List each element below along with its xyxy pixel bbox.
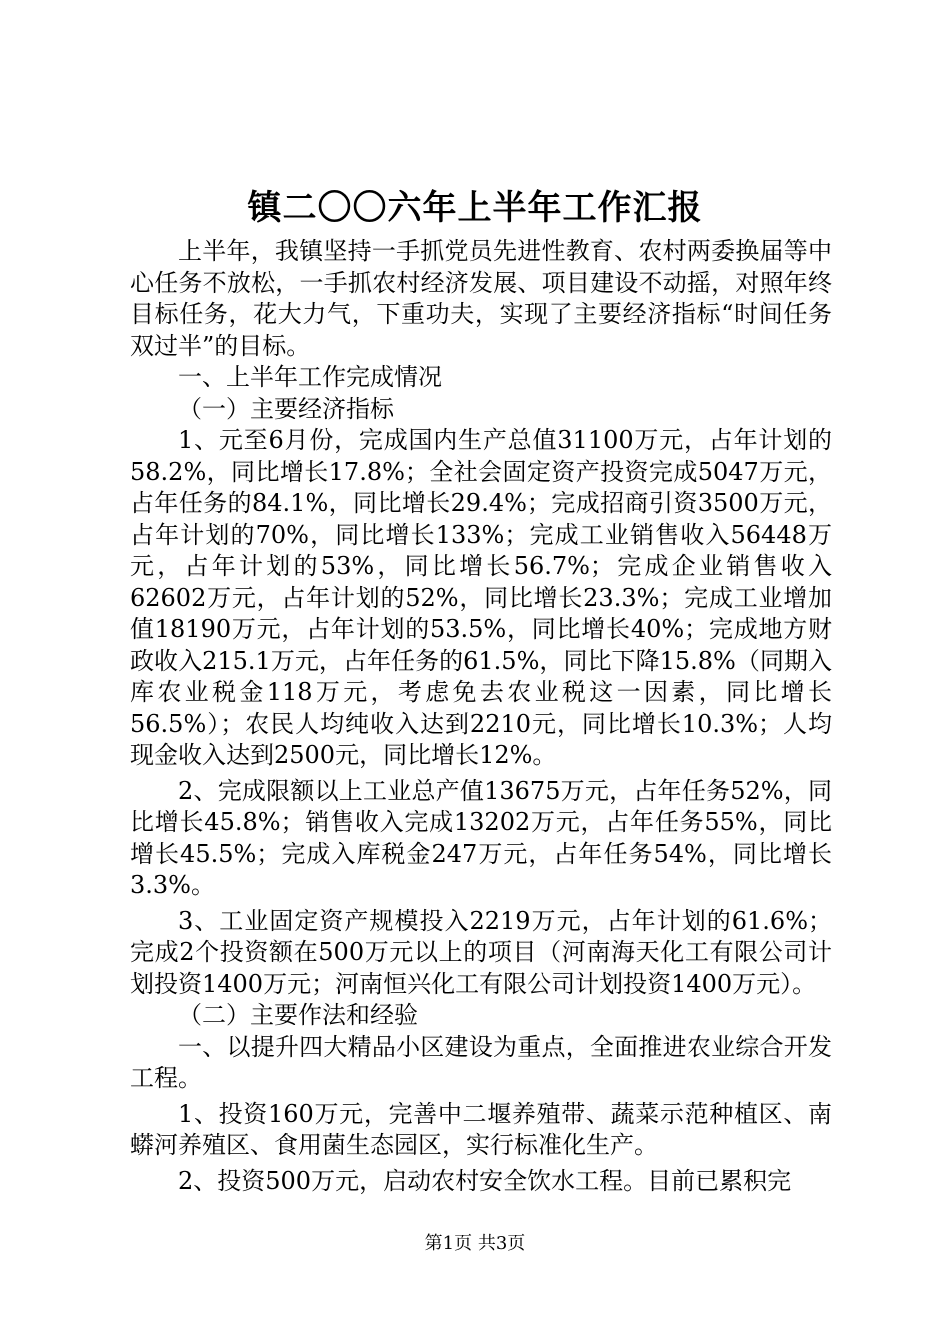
paragraph-practice-1: 一、以提升四大精品小区建设为重点，全面推进农业综合开发工程。: [130, 1032, 832, 1092]
paragraph-practice-1-item-2: 2、投资500万元，启动农村安全饮水工程。目前已累积完: [178, 1166, 792, 1195]
paragraph-indicator-1: 1、元至6月份，完成国内生产总值31100万元，占年计划的58.2%，同比增长17.8%；全社会固定资产投资完成5047万元，占年任务的84.1%，同比增长29.4%；完成招商引资3500万元，占年计划的70%，同比增长133%；完成工业销售收入56448万元，占年计划的53%，同比增长56.7%；完成企业销售收入62602万元，占年计划的52%，同比增长23.3%；完成工业增加值18190万元，占年计划的53.5%，同比增长40%；完成地方财政收入215.1万元，占年任务的61.5%，同比下降15.8%（同期入库农业税金118万元，考虑免去农业税这一因素，同比增长56.5%）；农民人均纯收入达到2210元，同比增长10.3%；人均现金收入达到2500元，同比增长12%。: [130, 426, 832, 769]
subsection-heading-2: （二）主要作法和经验: [178, 1001, 418, 1029]
paragraph-indicator-2: 2、完成限额以上工业总产值13675万元，占年任务52%，同比增长45.8%；销售收入完成13202万元，占年任务55%，同比增长45.5%；完成入库税金247万元，占年任务54%，同比增长3.3%。: [130, 776, 832, 899]
paragraph-practice-1-item-1: 1、投资160万元，完善中二堰养殖带、蔬菜示范种植区、南蟒河养殖区、食用菌生态园区，实行标准化生产。: [130, 1099, 832, 1159]
paragraph-indicator-3: 3、工业固定资产规模投入2219万元，占年计划的61.6%；完成2个投资额在500万元以上的项目（河南海天化工有限公司计划投资1400万元；河南恒兴化工有限公司计划投资1400万元）。: [130, 906, 832, 998]
page-footer: 第1页 共3页: [424, 1233, 526, 1254]
section-heading-1: 一、上半年工作完成情况: [178, 363, 442, 391]
document-body: [130, 236, 832, 1197]
document-title: 镇二〇〇六年上半年工作汇报: [247, 188, 703, 228]
subsection-heading-1: （一）主要经济指标: [178, 394, 394, 423]
paragraph-intro: 上半年，我镇坚持一手抓党员先进性教育、农村两委换届等中心任务不放松，一手抓农村经济发展、项目建设不动摇，对照年终目标任务，花大力气，下重功夫，实现了主要经济指标“时间任务双过半”的目标。: [130, 237, 832, 360]
